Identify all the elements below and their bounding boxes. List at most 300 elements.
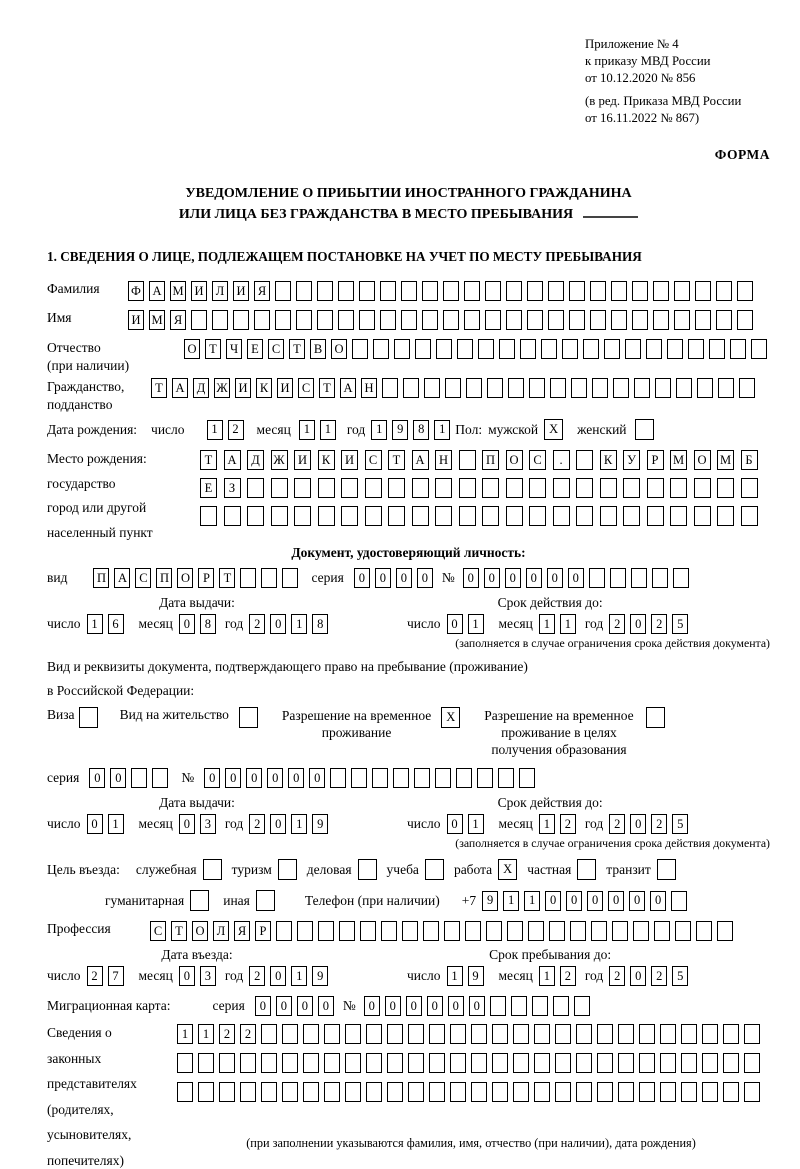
char-box[interactable]: Ч [226,339,242,359]
char-box[interactable] [723,1024,739,1044]
char-box[interactable] [359,310,375,330]
char-box[interactable]: 1 [539,814,555,834]
char-box[interactable] [261,1082,277,1102]
char-box[interactable] [387,1024,403,1044]
char-box[interactable]: К [256,378,272,398]
char-box[interactable] [482,478,499,498]
char-box[interactable]: О [506,450,523,470]
char-box[interactable] [450,1024,466,1044]
char-box[interactable] [351,768,367,788]
char-box[interactable]: 2 [651,814,667,834]
char-box[interactable]: 1 [291,814,307,834]
char-box[interactable]: 0 [270,814,286,834]
char-box[interactable]: 8 [200,614,216,634]
char-box[interactable]: О [331,339,347,359]
profession-input[interactable] [150,921,738,941]
char-box[interactable] [600,506,617,526]
char-box[interactable] [408,1053,424,1073]
char-box[interactable] [366,1053,382,1073]
char-box[interactable] [569,310,585,330]
char-box[interactable] [702,1053,718,1073]
char-box[interactable] [527,310,543,330]
char-box[interactable]: П [482,450,499,470]
char-box[interactable]: И [341,450,358,470]
char-box[interactable] [548,310,564,330]
char-box[interactable] [345,1053,361,1073]
char-box[interactable]: 0 [526,568,542,588]
char-box[interactable] [612,921,628,941]
char-box[interactable] [618,1024,634,1044]
char-box[interactable] [618,1053,634,1073]
char-box[interactable]: 1 [320,420,336,440]
char-box[interactable] [352,339,368,359]
char-box[interactable]: М [670,450,687,470]
char-box[interactable] [401,310,417,330]
char-box[interactable]: 9 [312,814,328,834]
char-box[interactable] [653,310,669,330]
char-box[interactable] [555,1053,571,1073]
permit-series-input[interactable] [89,768,173,788]
char-box[interactable] [278,859,297,880]
checkbox-study[interactable] [425,859,444,880]
char-box[interactable] [459,478,476,498]
char-box[interactable] [671,891,687,911]
doc-series-input[interactable] [354,568,438,588]
char-box[interactable] [647,478,664,498]
char-box[interactable]: 2 [651,614,667,634]
checkbox-private[interactable] [577,859,596,880]
birthplace-line1-input[interactable] [200,450,764,470]
char-box[interactable]: С [529,450,546,470]
doc-valid-day-input[interactable] [447,614,489,634]
char-box[interactable] [635,419,654,440]
char-box[interactable] [633,921,649,941]
char-box[interactable] [408,1082,424,1102]
char-box[interactable]: 2 [249,614,265,634]
char-box[interactable]: 1 [198,1024,214,1044]
char-box[interactable]: 0 [417,568,433,588]
char-box[interactable]: 0 [270,966,286,986]
char-box[interactable]: 2 [228,420,244,440]
char-box[interactable] [177,1082,193,1102]
char-box[interactable] [519,768,535,788]
char-box[interactable] [296,310,312,330]
char-box[interactable]: 0 [447,814,463,834]
char-box[interactable]: Ф [128,281,144,301]
char-box[interactable] [673,568,689,588]
char-box[interactable] [674,281,690,301]
permit-number-input[interactable] [204,768,540,788]
char-box[interactable] [471,1053,487,1073]
char-box[interactable]: 0 [297,996,313,1016]
char-box[interactable] [394,339,410,359]
phone-input[interactable] [482,891,692,911]
char-box[interactable]: Л [213,921,229,941]
char-box[interactable] [240,1082,256,1102]
char-box[interactable]: Р [647,450,664,470]
char-box[interactable]: И [191,281,207,301]
char-box[interactable] [527,281,543,301]
char-box[interactable]: 0 [630,814,646,834]
char-box[interactable] [631,568,647,588]
permit-issue-year-input[interactable] [249,814,333,834]
doc-issue-year-input[interactable] [249,614,333,634]
char-box[interactable] [660,1024,676,1044]
char-box[interactable]: И [233,281,249,301]
char-box[interactable]: X [441,707,460,728]
patronymic-input[interactable] [184,339,772,359]
char-box[interactable] [695,281,711,301]
char-box[interactable] [152,768,168,788]
char-box[interactable]: О [192,921,208,941]
char-box[interactable] [569,281,585,301]
char-box[interactable]: А [114,568,130,588]
char-box[interactable]: 2 [560,966,576,986]
char-box[interactable]: 1 [177,1024,193,1044]
char-box[interactable] [534,1053,550,1073]
checkbox-tourism[interactable] [278,859,297,880]
char-box[interactable] [435,768,451,788]
char-box[interactable] [282,1053,298,1073]
mcard-series-input[interactable] [255,996,339,1016]
char-box[interactable] [338,281,354,301]
char-box[interactable] [660,1053,676,1073]
char-box[interactable]: Е [247,339,263,359]
char-box[interactable] [365,506,382,526]
char-box[interactable] [240,1053,256,1073]
char-box[interactable] [541,339,557,359]
char-box[interactable]: 1 [299,420,315,440]
char-box[interactable] [618,1082,634,1102]
char-box[interactable] [324,1082,340,1102]
char-box[interactable] [424,378,440,398]
char-box[interactable]: П [156,568,172,588]
char-box[interactable] [212,310,228,330]
char-box[interactable]: 0 [463,568,479,588]
char-box[interactable] [456,768,472,788]
char-box[interactable] [380,281,396,301]
char-box[interactable] [688,339,704,359]
char-box[interactable] [613,378,629,398]
char-box[interactable] [694,478,711,498]
char-box[interactable]: 9 [482,891,498,911]
char-box[interactable] [639,1053,655,1073]
char-box[interactable]: 0 [288,768,304,788]
stay-day-input[interactable] [447,966,489,986]
char-box[interactable] [730,339,746,359]
char-box[interactable] [498,768,514,788]
char-box[interactable] [639,1082,655,1102]
representatives-line3-input[interactable] [177,1082,765,1102]
char-box[interactable] [611,281,627,301]
char-box[interactable] [464,281,480,301]
char-box[interactable] [723,1053,739,1073]
char-box[interactable] [303,1082,319,1102]
checkbox-temp-residence-permit[interactable] [441,707,460,728]
char-box[interactable]: 0 [246,768,262,788]
char-box[interactable] [408,1024,424,1044]
char-box[interactable]: С [268,339,284,359]
char-box[interactable] [79,707,98,728]
char-box[interactable] [529,478,546,498]
char-box[interactable] [492,1053,508,1073]
char-box[interactable] [372,768,388,788]
char-box[interactable]: А [340,378,356,398]
char-box[interactable]: В [310,339,326,359]
char-box[interactable] [709,339,725,359]
char-box[interactable]: К [318,450,335,470]
char-box[interactable]: 0 [267,768,283,788]
char-box[interactable] [632,281,648,301]
char-box[interactable] [324,1053,340,1073]
char-box[interactable] [681,1024,697,1044]
char-box[interactable] [422,310,438,330]
char-box[interactable] [577,859,596,880]
char-box[interactable] [528,921,544,941]
char-box[interactable]: 0 [179,614,195,634]
char-box[interactable] [239,707,258,728]
char-box[interactable] [717,478,734,498]
char-box[interactable] [341,478,358,498]
char-box[interactable]: 1 [539,614,555,634]
char-box[interactable]: 0 [318,996,334,1016]
checkbox-female[interactable] [635,419,654,440]
permit-issue-day-input[interactable] [87,814,129,834]
char-box[interactable]: Т [205,339,221,359]
char-box[interactable] [592,378,608,398]
char-box[interactable]: 0 [204,768,220,788]
char-box[interactable] [422,281,438,301]
entry-day-input[interactable] [87,966,129,986]
char-box[interactable]: С [150,921,166,941]
char-box[interactable]: 0 [179,814,195,834]
char-box[interactable] [382,378,398,398]
char-box[interactable] [393,768,409,788]
char-box[interactable] [654,921,670,941]
char-box[interactable] [723,1082,739,1102]
char-box[interactable] [529,378,545,398]
char-box[interactable] [548,281,564,301]
char-box[interactable] [485,310,501,330]
char-box[interactable] [294,506,311,526]
char-box[interactable]: . [553,450,570,470]
char-box[interactable]: А [172,378,188,398]
char-box[interactable]: 1 [560,614,576,634]
char-box[interactable] [506,478,523,498]
char-box[interactable]: 0 [547,568,563,588]
char-box[interactable] [718,378,734,398]
char-box[interactable] [625,339,641,359]
char-box[interactable]: 0 [110,768,126,788]
char-box[interactable] [203,859,222,880]
char-box[interactable] [190,890,209,911]
char-box[interactable] [695,310,711,330]
char-box[interactable] [380,310,396,330]
char-box[interactable] [401,281,417,301]
doc-issue-month-input[interactable] [179,614,221,634]
char-box[interactable] [744,1024,760,1044]
char-box[interactable]: 9 [392,420,408,440]
char-box[interactable] [590,281,606,301]
char-box[interactable] [681,1053,697,1073]
char-box[interactable]: К [600,450,617,470]
char-box[interactable]: А [224,450,241,470]
char-box[interactable] [492,1024,508,1044]
char-box[interactable] [435,478,452,498]
char-box[interactable] [471,1024,487,1044]
char-box[interactable]: 1 [468,614,484,634]
char-box[interactable]: 0 [630,966,646,986]
char-box[interactable] [429,1053,445,1073]
char-box[interactable]: Л [212,281,228,301]
char-box[interactable] [597,1053,613,1073]
char-box[interactable] [358,859,377,880]
char-box[interactable]: 0 [375,568,391,588]
char-box[interactable]: М [170,281,186,301]
char-box[interactable]: 0 [385,996,401,1016]
char-box[interactable]: 1 [291,614,307,634]
char-box[interactable]: Ж [214,378,230,398]
char-box[interactable]: Т [200,450,217,470]
char-box[interactable]: 0 [505,568,521,588]
checkbox-work[interactable] [498,859,517,880]
char-box[interactable] [487,378,503,398]
char-box[interactable]: Т [319,378,335,398]
checkbox-transit[interactable] [657,859,676,880]
char-box[interactable]: 1 [539,966,555,986]
char-box[interactable] [702,1024,718,1044]
char-box[interactable]: 0 [270,614,286,634]
char-box[interactable] [492,1082,508,1102]
char-box[interactable] [576,1024,592,1044]
char-box[interactable] [506,506,523,526]
char-box[interactable] [670,506,687,526]
char-box[interactable]: 0 [650,891,666,911]
char-box[interactable] [261,1053,277,1073]
char-box[interactable] [240,568,256,588]
char-box[interactable]: 1 [108,814,124,834]
char-box[interactable] [233,310,249,330]
char-box[interactable]: Д [247,450,264,470]
char-box[interactable]: И [235,378,251,398]
representatives-line2-input[interactable] [177,1053,765,1073]
char-box[interactable]: С [365,450,382,470]
checkbox-other[interactable] [256,890,275,911]
char-box[interactable] [219,1053,235,1073]
char-box[interactable]: Н [435,450,452,470]
char-box[interactable] [652,568,668,588]
char-box[interactable] [445,378,461,398]
char-box[interactable] [388,506,405,526]
char-box[interactable]: Т [289,339,305,359]
char-box[interactable]: 2 [87,966,103,986]
char-box[interactable] [694,506,711,526]
char-box[interactable] [534,1082,550,1102]
doc-issue-day-input[interactable] [87,614,129,634]
char-box[interactable] [534,1024,550,1044]
char-box[interactable] [459,506,476,526]
char-box[interactable] [303,1053,319,1073]
char-box[interactable] [741,506,758,526]
char-box[interactable]: 2 [609,814,625,834]
char-box[interactable]: 0 [630,614,646,634]
birthplace-line3-input[interactable] [200,506,764,526]
birth-year-input[interactable] [371,420,455,440]
stay-year-input[interactable] [609,966,693,986]
char-box[interactable] [576,450,593,470]
char-box[interactable] [282,568,298,588]
char-box[interactable] [177,1053,193,1073]
char-box[interactable]: 0 [587,891,603,911]
char-box[interactable]: И [128,310,144,330]
char-box[interactable]: 1 [371,420,387,440]
char-box[interactable]: Н [361,378,377,398]
char-box[interactable] [670,478,687,498]
char-box[interactable] [697,378,713,398]
char-box[interactable] [477,768,493,788]
char-box[interactable]: 0 [629,891,645,911]
char-box[interactable] [741,478,758,498]
char-box[interactable]: 9 [312,966,328,986]
char-box[interactable] [737,310,753,330]
char-box[interactable] [507,921,523,941]
char-box[interactable] [318,478,335,498]
char-box[interactable] [131,768,147,788]
birth-day-input[interactable] [207,420,249,440]
char-box[interactable] [317,281,333,301]
permit-valid-month-input[interactable] [539,814,581,834]
char-box[interactable]: 0 [89,768,105,788]
char-box[interactable]: 0 [179,966,195,986]
char-box[interactable] [297,921,313,941]
char-box[interactable] [324,1024,340,1044]
char-box[interactable] [402,921,418,941]
char-box[interactable]: П [93,568,109,588]
stay-month-input[interactable] [539,966,581,986]
char-box[interactable] [657,859,676,880]
char-box[interactable] [282,1024,298,1044]
char-box[interactable] [219,1082,235,1102]
char-box[interactable] [499,339,515,359]
char-box[interactable] [513,1024,529,1044]
char-box[interactable]: Я [234,921,250,941]
char-box[interactable] [639,1024,655,1044]
char-box[interactable]: 5 [672,814,688,834]
char-box[interactable] [429,1082,445,1102]
char-box[interactable]: О [694,450,711,470]
char-box[interactable] [435,506,452,526]
char-box[interactable]: 2 [249,966,265,986]
char-box[interactable]: 8 [312,614,328,634]
char-box[interactable]: 0 [447,614,463,634]
char-box[interactable]: Д [193,378,209,398]
char-box[interactable] [553,996,569,1016]
char-box[interactable]: Я [254,281,270,301]
char-box[interactable] [570,921,586,941]
char-box[interactable] [465,921,481,941]
char-box[interactable] [317,310,333,330]
char-box[interactable] [717,506,734,526]
char-box[interactable] [414,768,430,788]
char-box[interactable] [490,996,506,1016]
char-box[interactable] [412,478,429,498]
char-box[interactable] [303,1024,319,1044]
permit-issue-month-input[interactable] [179,814,221,834]
char-box[interactable]: 2 [560,814,576,834]
char-box[interactable] [717,921,733,941]
checkbox-visa[interactable] [79,707,98,728]
char-box[interactable] [610,568,626,588]
